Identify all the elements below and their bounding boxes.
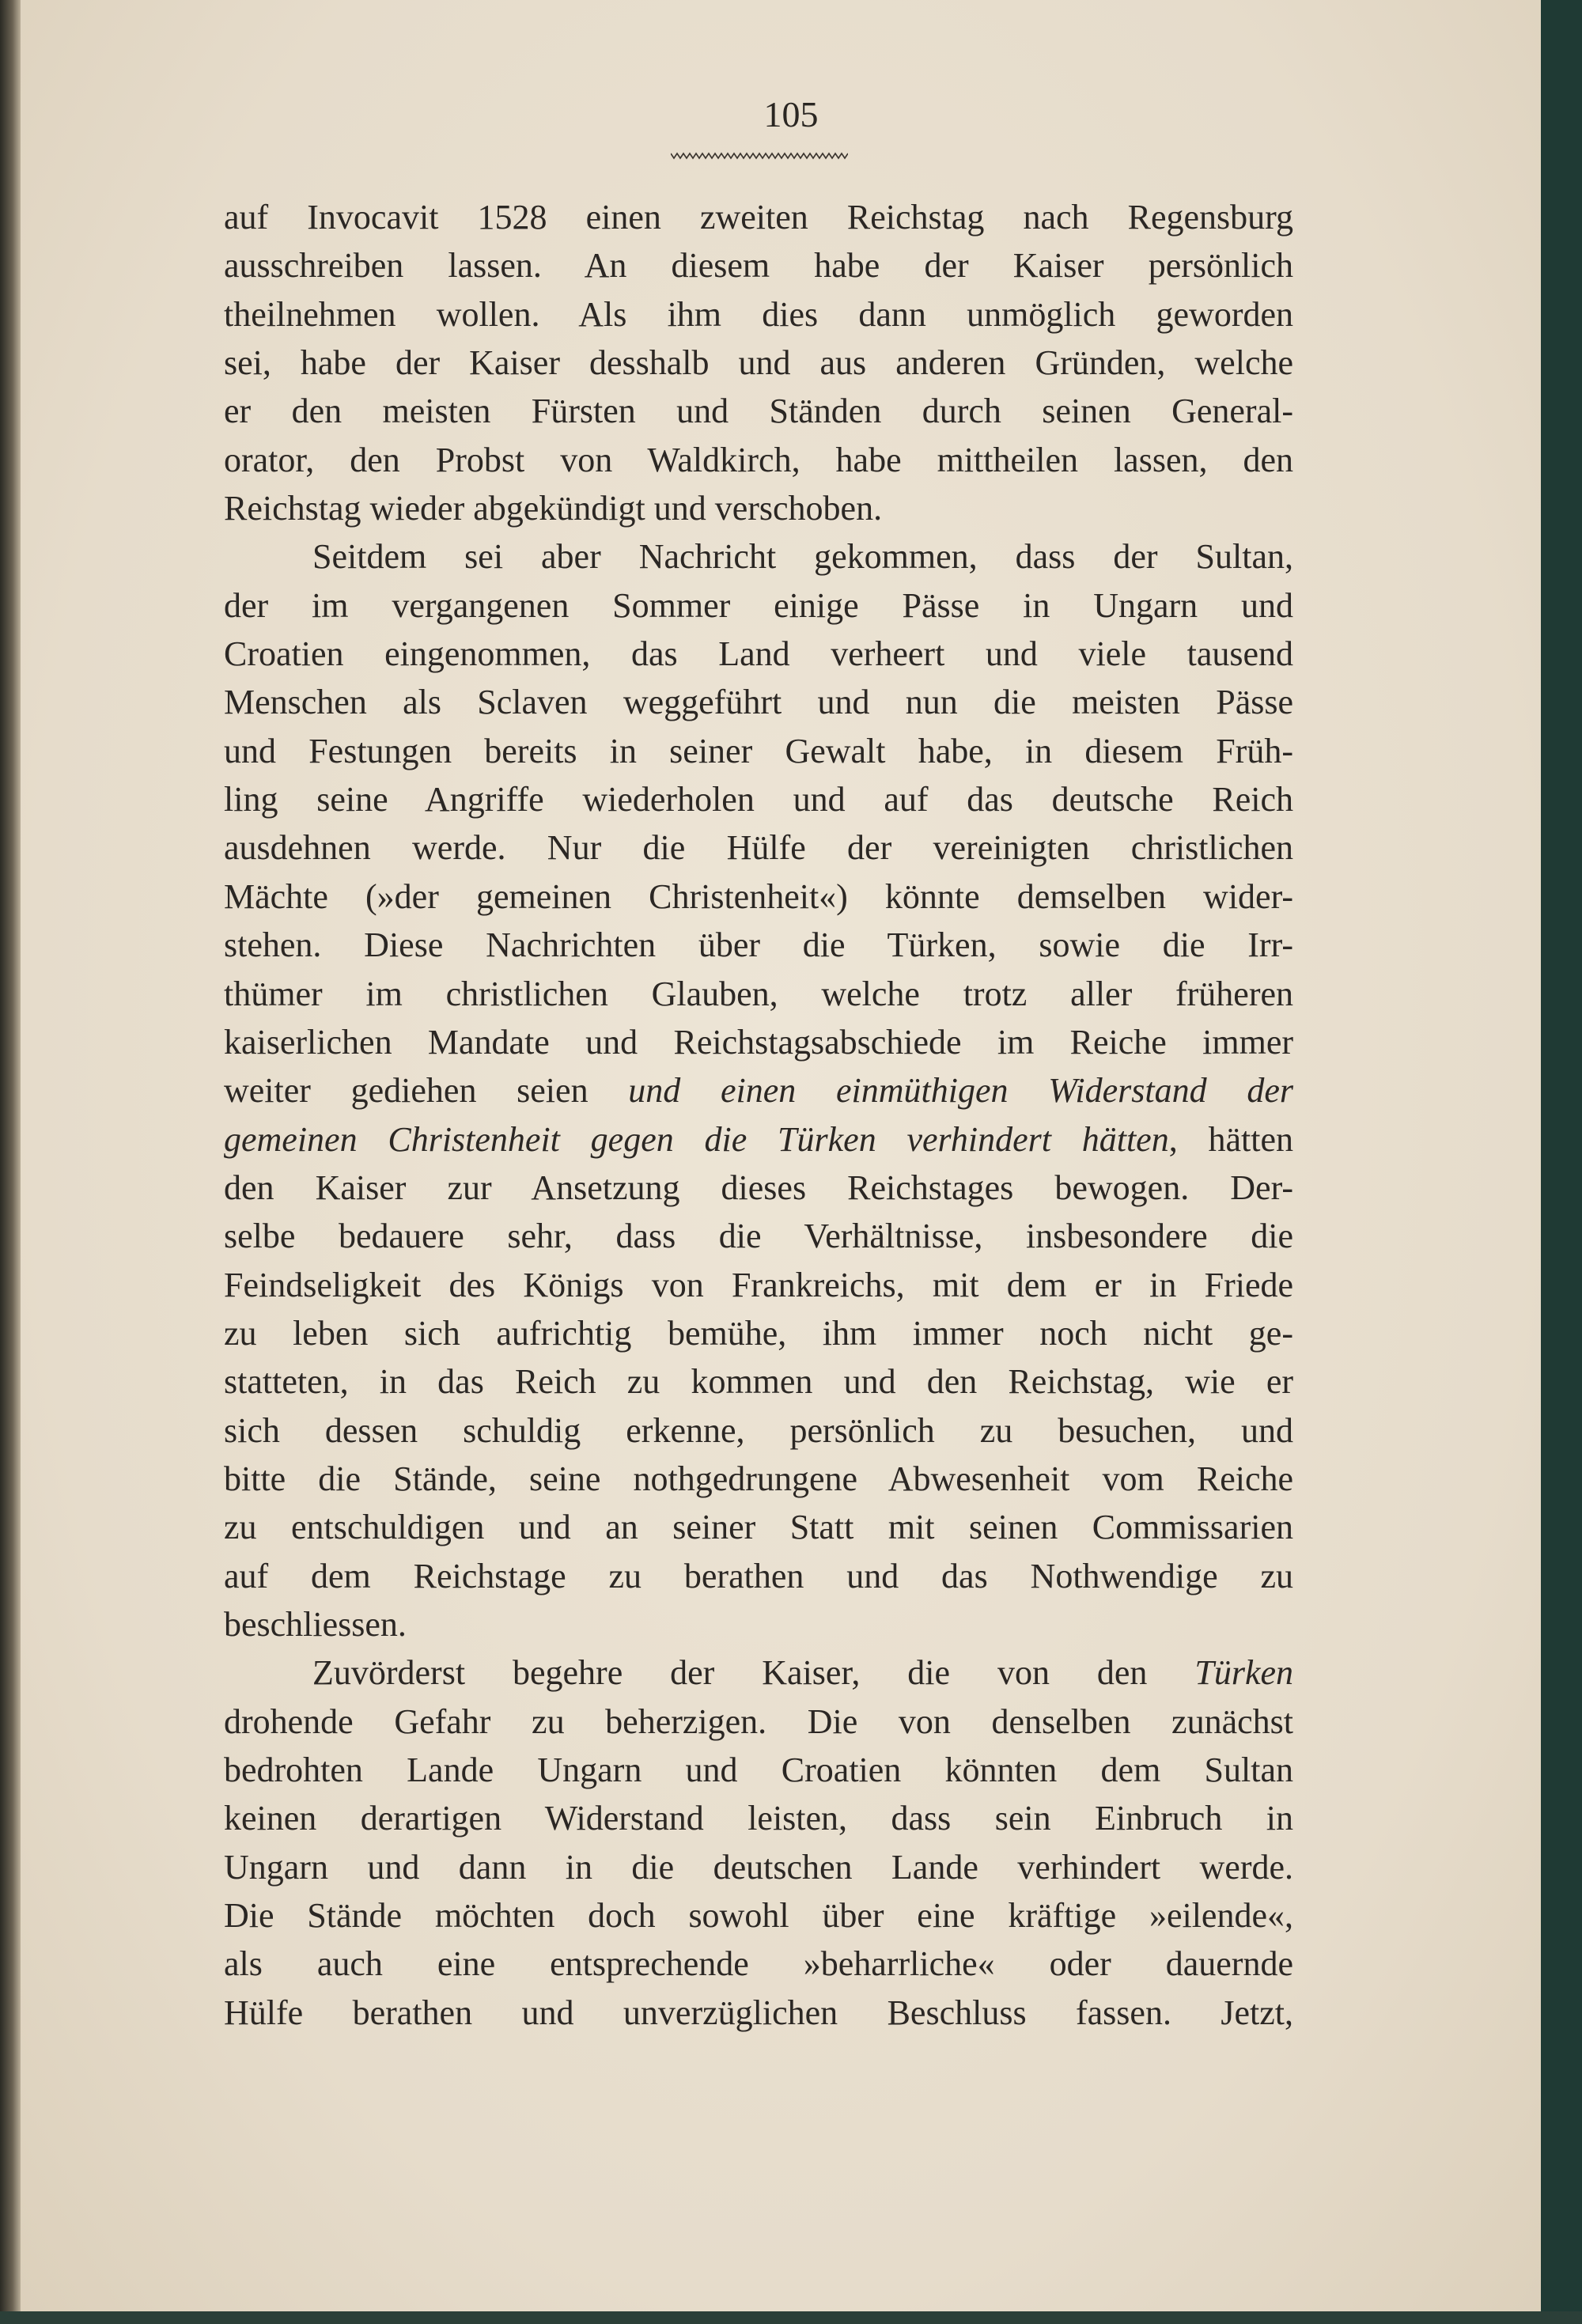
text-line xyxy=(224,1212,1293,1260)
text-segment: als auch eine entsprechende »beharrliche« oder dauernde xyxy=(224,1944,1293,1984)
text-line xyxy=(224,1600,1293,1648)
text-line xyxy=(224,290,1293,339)
text-line xyxy=(224,1698,1293,1746)
text-line xyxy=(224,727,1293,775)
text-segment: Menschen als Sclaven weggeführt und nun die meisten Pässe xyxy=(224,683,1293,722)
text-segment: auf Invocavit 1528 einen zweiten Reichstag nach Regensburg xyxy=(224,198,1293,237)
text-segment: Seitdem sei aber Nachricht gekommen, dass der Sultan, xyxy=(312,537,1293,577)
page-number: 105 xyxy=(763,94,819,134)
text-line xyxy=(224,339,1293,387)
text-segment: selbe bedauere sehr, dass die Verhältnisse, insbesondere die xyxy=(224,1217,1293,1256)
text-line xyxy=(224,532,1293,581)
body-text xyxy=(224,193,1293,2037)
text-segment: ling seine Angriffe wiederholen und auf das deutsche Reich xyxy=(224,780,1293,819)
decorative-wavy-rule xyxy=(671,152,848,160)
text-line xyxy=(224,1455,1293,1503)
text-line xyxy=(224,1648,1293,1697)
text-segment: Hülfe berathen und unverzüglichen Beschluss fassen. Jetzt, xyxy=(224,1993,1293,2032)
text-segment: weiter gediehen seien xyxy=(224,1071,629,1111)
book-cover-edge xyxy=(0,2311,1582,2324)
text-segment: den Kaiser zur Ansetzung dieses Reichstages bewogen. Der- xyxy=(224,1168,1293,1207)
italic-text: gemeinen Christenheit gegen die Türken verhindert hätten xyxy=(224,1119,1169,1159)
text-line xyxy=(224,193,1293,241)
text-line xyxy=(224,1309,1293,1357)
text-line xyxy=(224,241,1293,290)
text-line xyxy=(224,1261,1293,1309)
italic-text: Türken xyxy=(1194,1653,1293,1693)
text-segment: er den meisten Fürsten und Ständen durch seinen General- xyxy=(224,392,1293,431)
text-segment: thümer im christlichen Glauben, welche trotz aller früheren xyxy=(224,974,1293,1013)
text-segment: drohende Gefahr zu beherzigen. Die von denselben zunächst xyxy=(224,1701,1293,1741)
text-line xyxy=(224,1891,1293,1940)
text-line xyxy=(224,1989,1293,2037)
text-segment: theilnehmen wollen. Als ihm dies dann unmöglich geworden xyxy=(224,294,1293,334)
text-line xyxy=(224,970,1293,1018)
text-line xyxy=(224,1406,1293,1455)
text-segment: Feindseligkeit des Königs von Frankreichs, mit dem er in Friede xyxy=(224,1265,1293,1304)
text-line xyxy=(224,630,1293,678)
text-segment: sei, habe der Kaiser desshalb und aus anderen Gründen, welche xyxy=(224,343,1293,383)
text-line xyxy=(224,1503,1293,1551)
text-line xyxy=(224,1794,1293,1842)
text-segment: auf dem Reichstage zu berathen und das Nothwendige zu xyxy=(224,1556,1293,1595)
text-line xyxy=(224,1164,1293,1212)
text-segment: kaiserlichen Mandate und Reichstagsabschiede im Reiche immer xyxy=(224,1022,1293,1062)
italic-text: und einen einmüthigen Widerstand der xyxy=(628,1071,1293,1111)
text-segment: und Festungen bereits in seiner Gewalt habe, in diesem Früh- xyxy=(224,731,1293,770)
text-line xyxy=(224,484,1293,532)
text-segment: der im vergangenen Sommer einige Pässe in Ungarn und xyxy=(224,585,1293,625)
book-binding-edge xyxy=(0,0,21,2324)
text-line xyxy=(224,775,1293,823)
text-line xyxy=(224,387,1293,435)
text-line xyxy=(224,1115,1293,1164)
text-line xyxy=(224,1357,1293,1406)
text-segment: sich dessen schuldig erkenne, persönlich zu besuchen, und xyxy=(224,1410,1293,1450)
text-line xyxy=(224,921,1293,969)
text-segment: bedrohten Lande Ungarn und Croatien könnten dem Sultan xyxy=(224,1751,1293,1789)
text-segment: Zuvörderst begehre der Kaiser, die von den xyxy=(312,1653,1195,1693)
text-segment: ausdehnen werde. Nur die Hülfe der vereinigten christlichen xyxy=(224,828,1293,868)
text-segment: orator, den Probst von Waldkirch, habe mittheilen lassen, den xyxy=(224,440,1293,479)
text-line xyxy=(224,872,1293,921)
text-segment: Die Stände möchten doch sowohl über eine kräftige »eilende«, xyxy=(224,1896,1293,1936)
text-segment: statteten, in das Reich zu kommen und den Reichstag, wie er xyxy=(224,1362,1293,1402)
text-line xyxy=(224,1746,1293,1794)
text-segment: zu entschuldigen und an seiner Statt mit seinen Commissarien xyxy=(224,1508,1293,1547)
text-segment: Croatien eingenommen, das Land verheert und viele tausend xyxy=(224,634,1293,674)
text-line xyxy=(224,1066,1293,1115)
text-segment: Ungarn und dann in die deutschen Lande verhindert werde. xyxy=(224,1847,1293,1887)
text-segment: Reichstag wieder abgekündigt und verschoben. xyxy=(224,489,883,528)
text-line xyxy=(224,581,1293,630)
text-segment: zu leben sich aufrichtig bemühe, ihm immer noch nicht ge- xyxy=(224,1313,1293,1353)
text-line xyxy=(224,1843,1293,1891)
text-segment: stehen. Diese Nachrichten über die Türken, sowie die Irr- xyxy=(224,925,1293,965)
text-segment: ausschreiben lassen. An diesem habe der Kaiser persönlich xyxy=(224,246,1293,286)
text-line xyxy=(224,436,1293,484)
text-line xyxy=(224,1018,1293,1066)
text-segment: keinen derartigen Widerstand leisten, dass sein Einbruch in xyxy=(224,1799,1293,1838)
text-segment: Mächte (»der gemeinen Christenheit«) könnte demselben wider- xyxy=(224,876,1293,916)
text-line xyxy=(224,1552,1293,1600)
text-line xyxy=(224,678,1293,726)
text-segment: beschliessen. xyxy=(224,1604,407,1644)
text-segment: , hätten xyxy=(1168,1119,1293,1159)
text-line xyxy=(224,1940,1293,1988)
text-line xyxy=(224,823,1293,872)
text-segment: bitte die Stände, seine nothgedrungene Abwesenheit vom Reiche xyxy=(224,1459,1293,1498)
